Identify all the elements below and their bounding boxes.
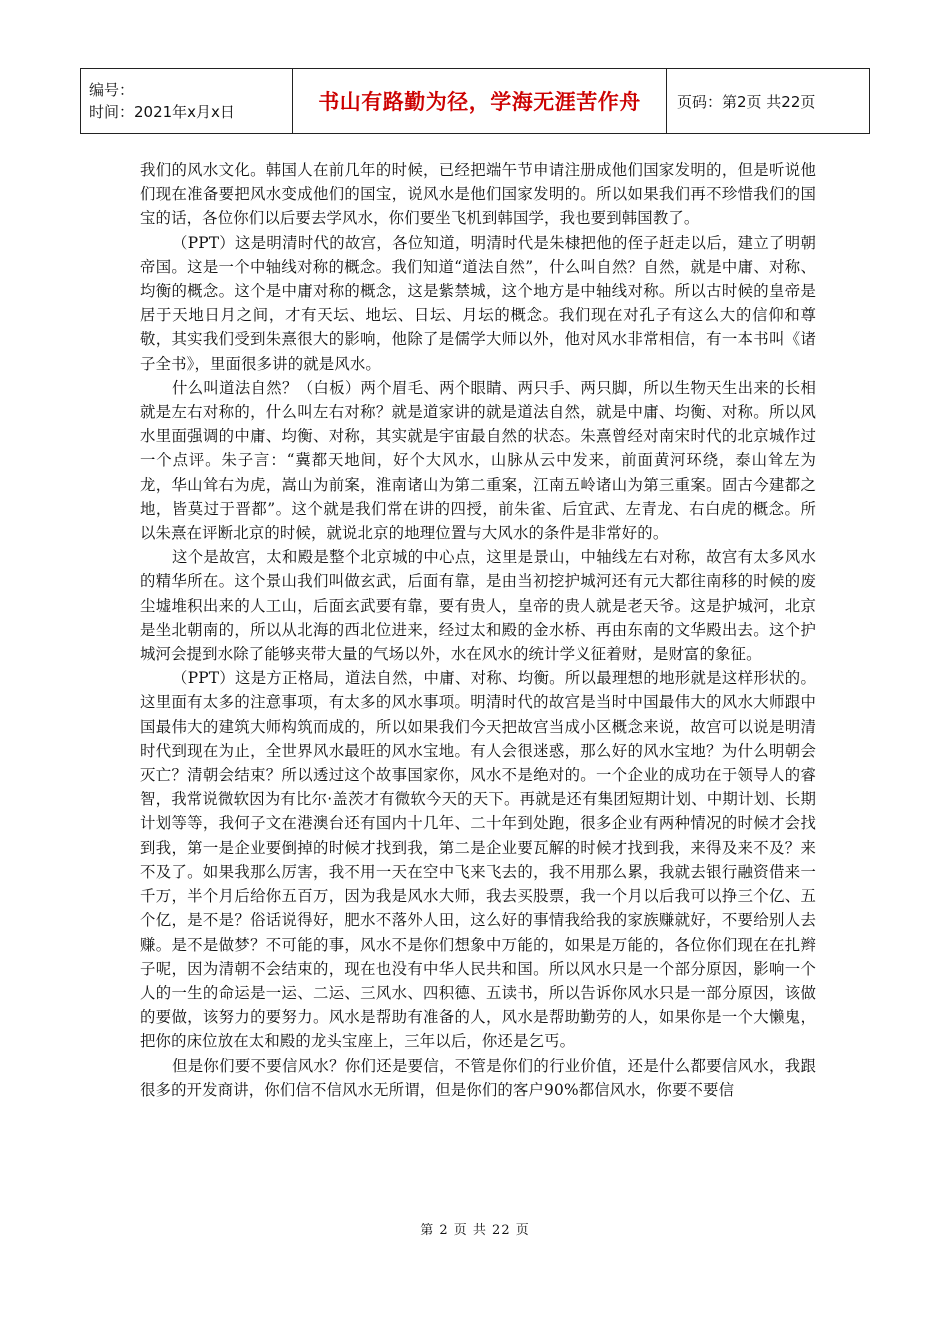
body-paragraph: （PPT）这是方正格局，道法自然，中庸、对称、均衡。所以最理想的地形就是这样形状的。这里面有太多的注意事项，有太多的风水事项。明清时代的故宫是当时中国最伟大的风水大师跟中国最伟大的建筑大师构筑而成的，所以如果我们今天把故宫当成小区概念来说，故宫可以说是明清时代到现在为止，全世界风水最旺的风水宝地。有人会很迷惑，那么好的风水宝地？为什么明朝会灭亡？清朝会结束？所以透过这个故事国家你，风水不是绝对的。一个企业的成功在于领导人的睿智，我常说微软因为有比尔·盖茨才有微软今天的天下。再就是还有集团短期计划、中期计划、长期计划等等，我何子文在港澳台还有国内十几年、二十年到处跑，很多企业有两种情况的时候才会找到我，第一是企业要倒掉的时候才找到我，第二是企业要瓦解的时候才找到我，来得及来不及？来不及了。如果我那么厉害，我不用一天在空中飞来飞去的，我不用那么累，我就去银行融资借来一千万，半个月后给你五百万，因为我是风水大师，我去买股票，我一个月以后我可以挣三个亿、五个亿，是不是？俗话说得好，肥水不落外人田，这么好的事情我给我的家族赚就好，不要给别人去赚。是不是做梦？不可能的事，风水不是你们想象中万能的，如果是万能的，各位你们现在在扎辫子呢，因为清朝不会结束的，现在也没有中华人民共和国。所以风水只是一个部分原因，影响一个人的一生的命运是一运、二运、三风水、四积德、五读书，所以告诉你风水只是一部分原因，该做的要做，该努力的要努力。风水是帮助有准备的人，风水是帮助勤劳的人，如果你是一个大懒鬼，把你的床位放在太和殿的龙头宝座上，三年以后，你还是乞丐。 (140, 669, 816, 1051)
header-page-info: 页码：第2页 共22页 (667, 69, 870, 134)
header-meta-cell (81, 69, 293, 134)
header-motto: 书山有路勤为径，学海无涯苦作舟 (293, 69, 667, 134)
serial-number-label: 编号： (89, 81, 135, 99)
document-header (80, 68, 870, 134)
body-paragraph: （PPT）这是明清时代的故宫，各位知道，明清时代是朱棣把他的侄子赶走以后，建立了明朝帝国。这是一个中轴线对称的概念。我们知道“道法自然”，什么叫自然？自然，就是中庸、对称、均衡的概念。这个是中庸对称的概念，这是紫禁城，这个地方是中轴线对称。所以古时候的皇帝是居于天地日月之间，才有天坛、地坛、日坛、月坛的概念。我们现在对孔子有这么大的信仰和尊敬，其实我们受到朱熹很大的影响，他除了是儒学大师以外，他对风水非常相信，有一本书叫《诸子全书》，里面很多讲的就是风水。 (140, 233, 816, 373)
body-paragraph: 这个是故宫，太和殿是整个北京城的中心点，这里是景山，中轴线左右对称，故宫有太多风水的精华所在。这个景山我们叫做玄武，后面有靠，是由当初挖护城河还有元大都往南移的时候的废尘墟堆积出来的人工山，后面玄武要有靠，要有贵人，皇帝的贵人就是老天爷。这是护城河，北京是坐北朝南的，所以从北海的西北位进来，经过太和殿的金水桥、再由东南的文华殿出去。这个护城河会提到水除了能够夹带大量的气场以外，水在风水的统计学义征着财，是财富的象征。 (140, 548, 816, 664)
body-paragraph: 什么叫道法自然？（白板）两个眉毛、两个眼睛、两只手、两只脚，所以生物天生出来的长相就是左右对称的，什么叫左右对称？就是道家讲的就是道法自然，就是中庸、均衡、对称。所以风水里面强调的中庸、均衡、对称，其实就是宇宙最自然的状态。朱熹曾经对南宋时代的北京城作过一个点评。朱子言：“冀都天地间，好个大风水，山脉从云中发来，前面黄河环绕，泰山耸左为龙，华山耸右为虎，嵩山为前案，淮南诸山为第二重案，江南五岭诸山为第三重案。固古今建都之地，皆莫过于晋都”。这个就是我们常在讲的四授，前朱雀、后宜武、左青龙、右白虎的概念。所以朱熹在评断北京的时候，就说北京的地理位置与大风水的条件是非常好的。 (140, 378, 816, 543)
page-footer: 第 2 页 共 22 页 (420, 1223, 530, 1238)
document-body (140, 158, 816, 1102)
body-paragraph: 但是你们要不要信风水？你们还是要信，不管是你们的行业价值，还是什么都要信风水，我跟很多的开发商讲，你们信不信风水无所谓，但是你们的客户90%都信风水，你要不要信 (140, 1056, 816, 1099)
date-label: 时间：2021年x月x日 (89, 103, 235, 121)
body-paragraph: 我们的风水文化。韩国人在前几年的时候，已经把端午节申请注册成他们国家发明的，但是听说他们现在准备要把风水变成他们的国宝，说风水是他们国家发明的。所以如果我们再不珍惜我们的国宝的话，各位你们以后要去学风水，你们要坐飞机到韩国学，我也要到韩国教了。 (140, 161, 816, 228)
